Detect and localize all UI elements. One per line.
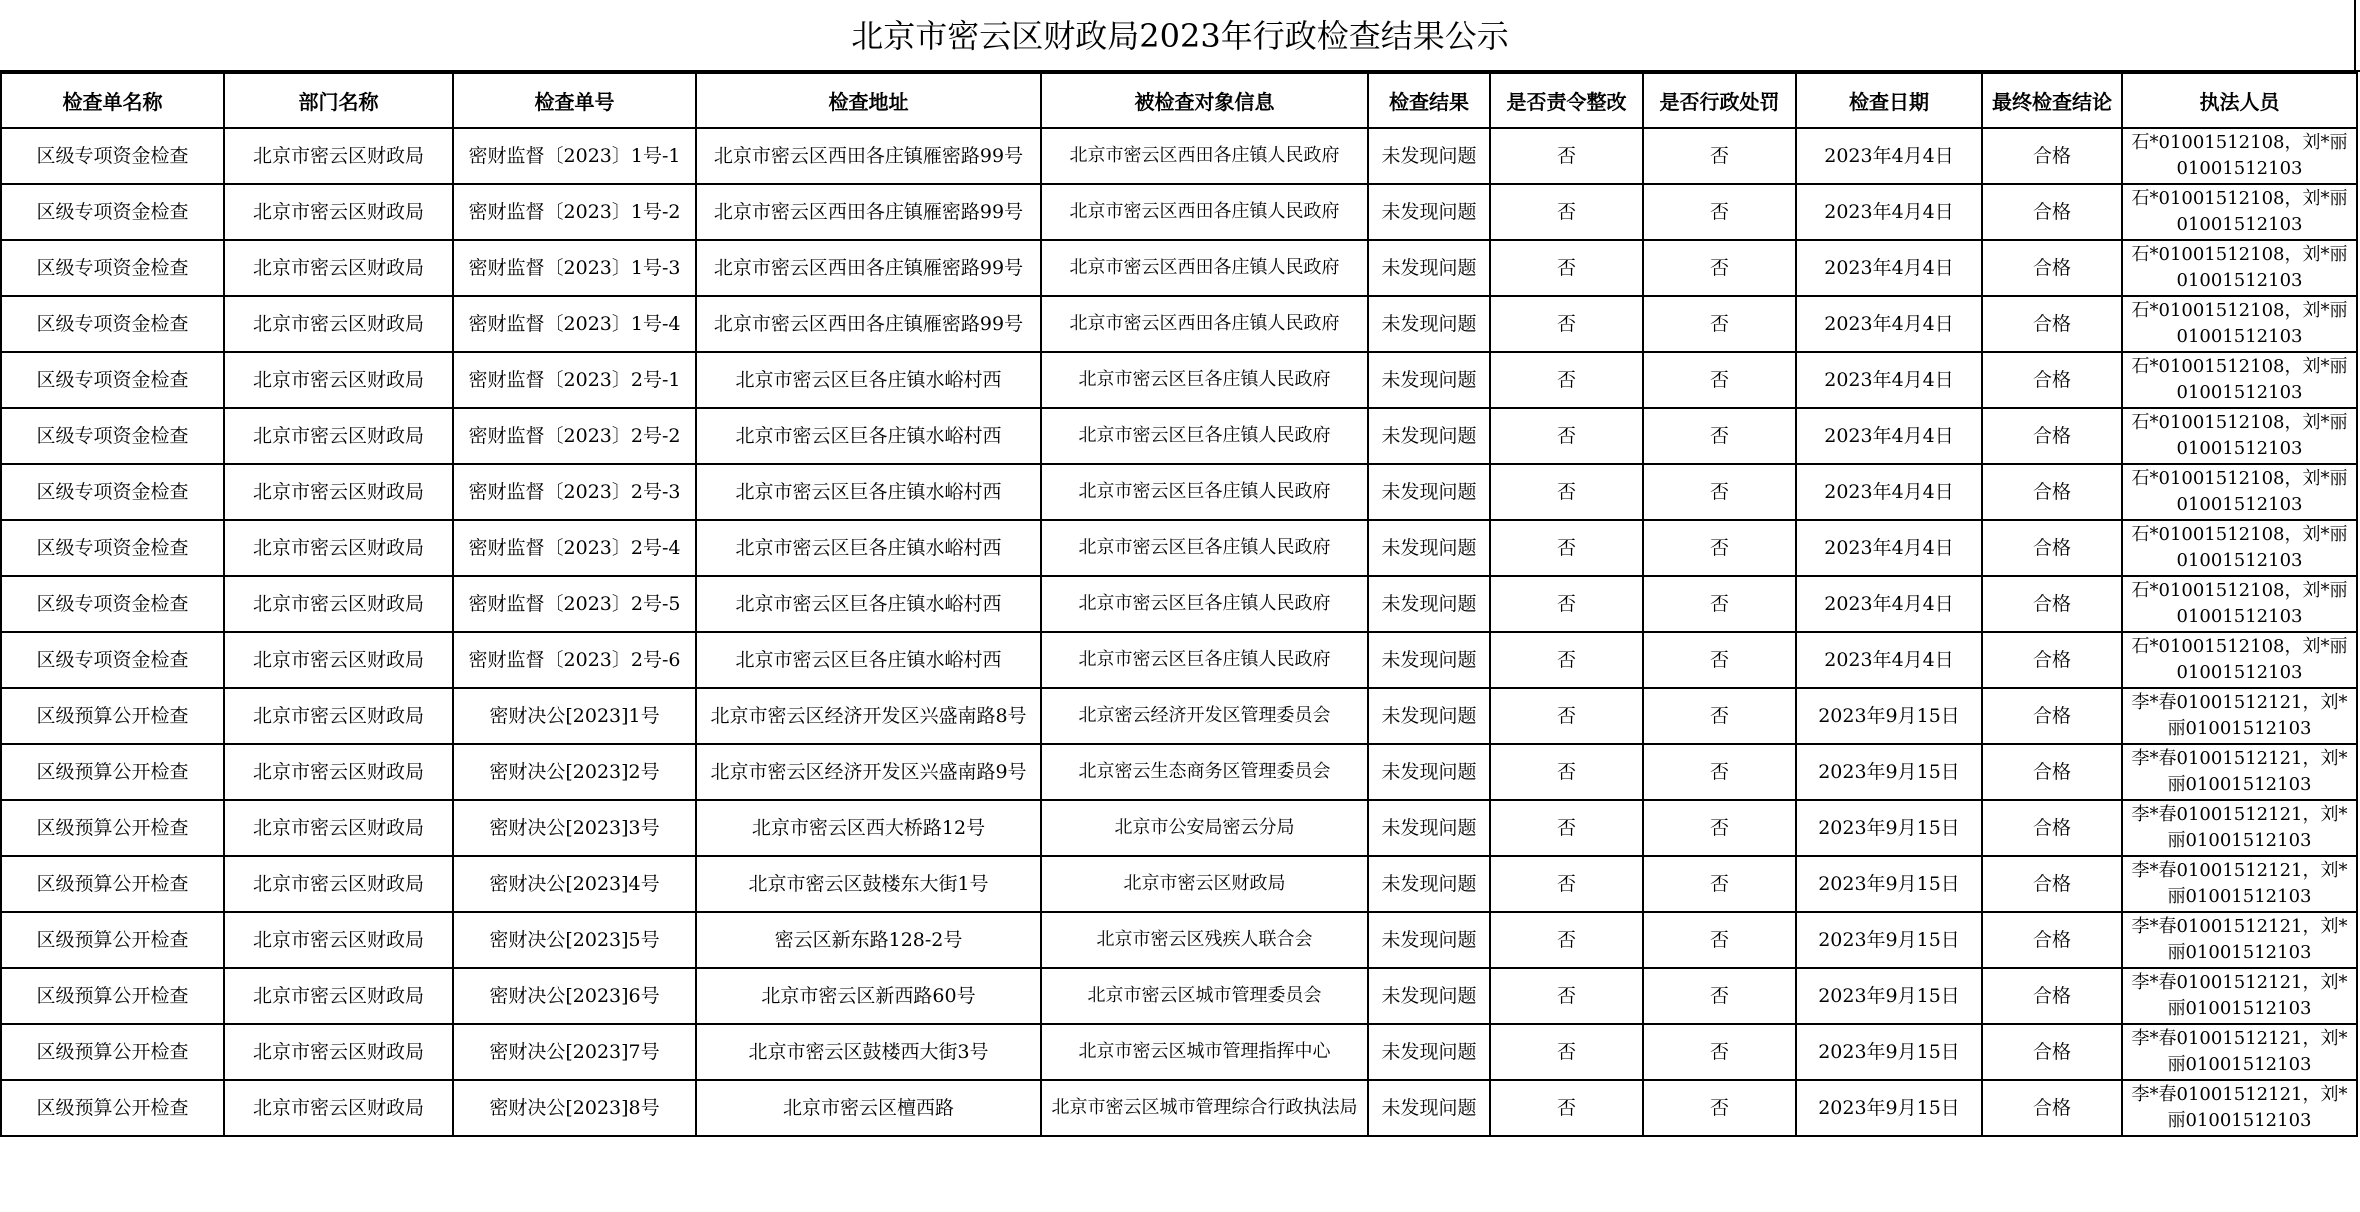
department-cell: 北京市密云区财政局: [224, 464, 453, 520]
inspection-number-cell: 密财监督〔2023〕1号-1: [453, 128, 696, 184]
department-cell: 北京市密云区财政局: [224, 520, 453, 576]
penalty-cell: 否: [1643, 912, 1796, 968]
conclusion-cell: 合格: [1982, 1024, 2122, 1080]
table-row: [1, 912, 2357, 968]
inspection-name-cell: 区级专项资金检查: [1, 128, 224, 184]
address-cell: 北京市密云区鼓楼东大街1号: [696, 856, 1041, 912]
date-cell: 2023年9月15日: [1796, 1024, 1982, 1080]
rectification-cell: 否: [1490, 296, 1643, 352]
conclusion-cell: 合格: [1982, 1080, 2122, 1136]
department-cell: 北京市密云区财政局: [224, 128, 453, 184]
officers-cell: 李*春01001512121，刘*丽01001512103: [2122, 744, 2357, 800]
officers-cell: 石*01001512108，刘*丽01001512103: [2122, 240, 2357, 296]
inspection-number-cell: 密财决公[2023]2号: [453, 744, 696, 800]
result-cell: 未发现问题: [1368, 520, 1490, 576]
penalty-cell: 否: [1643, 408, 1796, 464]
officers-cell: 石*01001512108，刘*丽01001512103: [2122, 576, 2357, 632]
conclusion-cell: 合格: [1982, 464, 2122, 520]
conclusion-cell: 合格: [1982, 800, 2122, 856]
column-header: 被检查对象信息: [1041, 73, 1368, 128]
address-cell: 北京市密云区鼓楼西大街3号: [696, 1024, 1041, 1080]
date-cell: 2023年4月4日: [1796, 576, 1982, 632]
column-header: 是否行政处罚: [1643, 73, 1796, 128]
penalty-cell: 否: [1643, 464, 1796, 520]
inspection-name-cell: 区级预算公开检查: [1, 968, 224, 1024]
address-cell: 北京市密云区巨各庄镇水峪村西: [696, 408, 1041, 464]
penalty-cell: 否: [1643, 744, 1796, 800]
result-cell: 未发现问题: [1368, 352, 1490, 408]
result-cell: 未发现问题: [1368, 968, 1490, 1024]
inspection-number-cell: 密财监督〔2023〕1号-4: [453, 296, 696, 352]
inspected-entity-cell: 北京市密云区西田各庄镇人民政府: [1041, 184, 1368, 240]
inspection-name-cell: 区级专项资金检查: [1, 464, 224, 520]
address-cell: 北京市密云区西田各庄镇雁密路99号: [696, 240, 1041, 296]
result-cell: 未发现问题: [1368, 688, 1490, 744]
rectification-cell: 否: [1490, 240, 1643, 296]
date-cell: 2023年4月4日: [1796, 128, 1982, 184]
inspection-results-table: [0, 72, 2358, 1137]
conclusion-cell: 合格: [1982, 240, 2122, 296]
penalty-cell: 否: [1643, 352, 1796, 408]
rectification-cell: 否: [1490, 576, 1643, 632]
date-cell: 2023年9月15日: [1796, 912, 1982, 968]
conclusion-cell: 合格: [1982, 408, 2122, 464]
inspected-entity-cell: 北京市密云区残疾人联合会: [1041, 912, 1368, 968]
inspection-number-cell: 密财监督〔2023〕2号-5: [453, 576, 696, 632]
address-cell: 北京市密云区巨各庄镇水峪村西: [696, 632, 1041, 688]
address-cell: 密云区新东路128-2号: [696, 912, 1041, 968]
result-cell: 未发现问题: [1368, 744, 1490, 800]
address-cell: 北京市密云区西大桥路12号: [696, 800, 1041, 856]
rectification-cell: 否: [1490, 464, 1643, 520]
penalty-cell: 否: [1643, 688, 1796, 744]
date-cell: 2023年9月15日: [1796, 1080, 1982, 1136]
department-cell: 北京市密云区财政局: [224, 296, 453, 352]
conclusion-cell: 合格: [1982, 968, 2122, 1024]
inspection-number-cell: 密财决公[2023]1号: [453, 688, 696, 744]
table-row: [1, 688, 2357, 744]
rectification-cell: 否: [1490, 1024, 1643, 1080]
inspection-name-cell: 区级专项资金检查: [1, 240, 224, 296]
inspection-name-cell: 区级预算公开检查: [1, 800, 224, 856]
department-cell: 北京市密云区财政局: [224, 240, 453, 296]
column-header: 部门名称: [224, 73, 453, 128]
table-row: [1, 520, 2357, 576]
inspection-name-cell: 区级专项资金检查: [1, 296, 224, 352]
table-row: [1, 856, 2357, 912]
officers-cell: 李*春01001512121，刘*丽01001512103: [2122, 856, 2357, 912]
rectification-cell: 否: [1490, 856, 1643, 912]
date-cell: 2023年9月15日: [1796, 688, 1982, 744]
officers-cell: 李*春01001512121，刘*丽01001512103: [2122, 1080, 2357, 1136]
penalty-cell: 否: [1643, 128, 1796, 184]
conclusion-cell: 合格: [1982, 520, 2122, 576]
inspected-entity-cell: 北京市密云区巨各庄镇人民政府: [1041, 352, 1368, 408]
inspected-entity-cell: 北京密云经济开发区管理委员会: [1041, 688, 1368, 744]
inspected-entity-cell: 北京密云生态商务区管理委员会: [1041, 744, 1368, 800]
table-row: [1, 128, 2357, 184]
inspected-entity-cell: 北京市密云区城市管理综合行政执法局: [1041, 1080, 1368, 1136]
inspected-entity-cell: 北京市密云区西田各庄镇人民政府: [1041, 128, 1368, 184]
column-header: 检查单名称: [1, 73, 224, 128]
inspected-entity-cell: 北京市密云区西田各庄镇人民政府: [1041, 240, 1368, 296]
result-cell: 未发现问题: [1368, 1080, 1490, 1136]
inspection-name-cell: 区级专项资金检查: [1, 184, 224, 240]
conclusion-cell: 合格: [1982, 632, 2122, 688]
result-cell: 未发现问题: [1368, 240, 1490, 296]
inspection-name-cell: 区级专项资金检查: [1, 520, 224, 576]
penalty-cell: 否: [1643, 800, 1796, 856]
rectification-cell: 否: [1490, 688, 1643, 744]
address-cell: 北京市密云区西田各庄镇雁密路99号: [696, 128, 1041, 184]
department-cell: 北京市密云区财政局: [224, 856, 453, 912]
column-header: 是否责令整改: [1490, 73, 1643, 128]
officers-cell: 石*01001512108，刘*丽01001512103: [2122, 520, 2357, 576]
officers-cell: 李*春01001512121，刘*丽01001512103: [2122, 912, 2357, 968]
officers-cell: 石*01001512108，刘*丽01001512103: [2122, 408, 2357, 464]
department-cell: 北京市密云区财政局: [224, 632, 453, 688]
officers-cell: 李*春01001512121，刘*丽01001512103: [2122, 688, 2357, 744]
column-header: 检查地址: [696, 73, 1041, 128]
conclusion-cell: 合格: [1982, 912, 2122, 968]
officers-cell: 石*01001512108，刘*丽01001512103: [2122, 184, 2357, 240]
title-right-border: [2354, 0, 2356, 72]
penalty-cell: 否: [1643, 296, 1796, 352]
date-cell: 2023年4月4日: [1796, 520, 1982, 576]
table-row: [1, 464, 2357, 520]
inspected-entity-cell: 北京市密云区巨各庄镇人民政府: [1041, 464, 1368, 520]
conclusion-cell: 合格: [1982, 744, 2122, 800]
inspected-entity-cell: 北京市密云区城市管理指挥中心: [1041, 1024, 1368, 1080]
penalty-cell: 否: [1643, 520, 1796, 576]
inspection-name-cell: 区级专项资金检查: [1, 408, 224, 464]
department-cell: 北京市密云区财政局: [224, 408, 453, 464]
inspected-entity-cell: 北京市密云区巨各庄镇人民政府: [1041, 576, 1368, 632]
penalty-cell: 否: [1643, 856, 1796, 912]
table-row: [1, 968, 2357, 1024]
result-cell: 未发现问题: [1368, 632, 1490, 688]
department-cell: 北京市密云区财政局: [224, 688, 453, 744]
penalty-cell: 否: [1643, 576, 1796, 632]
table-row: [1, 1024, 2357, 1080]
address-cell: 北京市密云区巨各庄镇水峪村西: [696, 520, 1041, 576]
date-cell: 2023年9月15日: [1796, 856, 1982, 912]
penalty-cell: 否: [1643, 968, 1796, 1024]
table-row: [1, 632, 2357, 688]
table-row: [1, 800, 2357, 856]
officers-cell: 李*春01001512121，刘*丽01001512103: [2122, 800, 2357, 856]
department-cell: 北京市密云区财政局: [224, 184, 453, 240]
department-cell: 北京市密云区财政局: [224, 576, 453, 632]
inspection-number-cell: 密财监督〔2023〕2号-4: [453, 520, 696, 576]
column-header: 检查日期: [1796, 73, 1982, 128]
rectification-cell: 否: [1490, 1080, 1643, 1136]
inspection-number-cell: 密财监督〔2023〕2号-3: [453, 464, 696, 520]
department-cell: 北京市密云区财政局: [224, 800, 453, 856]
inspection-number-cell: 密财决公[2023]7号: [453, 1024, 696, 1080]
date-cell: 2023年4月4日: [1796, 296, 1982, 352]
address-cell: 北京市密云区巨各庄镇水峪村西: [696, 464, 1041, 520]
date-cell: 2023年9月15日: [1796, 800, 1982, 856]
table-row: [1, 576, 2357, 632]
date-cell: 2023年4月4日: [1796, 240, 1982, 296]
address-cell: 北京市密云区经济开发区兴盛南路8号: [696, 688, 1041, 744]
column-header: 检查结果: [1368, 73, 1490, 128]
penalty-cell: 否: [1643, 632, 1796, 688]
inspection-name-cell: 区级专项资金检查: [1, 576, 224, 632]
rectification-cell: 否: [1490, 408, 1643, 464]
department-cell: 北京市密云区财政局: [224, 352, 453, 408]
inspection-name-cell: 区级专项资金检查: [1, 632, 224, 688]
officers-cell: 石*01001512108，刘*丽01001512103: [2122, 296, 2357, 352]
rectification-cell: 否: [1490, 128, 1643, 184]
address-cell: 北京市密云区新西路60号: [696, 968, 1041, 1024]
department-cell: 北京市密云区财政局: [224, 912, 453, 968]
inspected-entity-cell: 北京市密云区财政局: [1041, 856, 1368, 912]
result-cell: 未发现问题: [1368, 1024, 1490, 1080]
result-cell: 未发现问题: [1368, 912, 1490, 968]
department-cell: 北京市密云区财政局: [224, 1080, 453, 1136]
date-cell: 2023年9月15日: [1796, 968, 1982, 1024]
inspection-number-cell: 密财监督〔2023〕1号-2: [453, 184, 696, 240]
column-header: 最终检查结论: [1982, 73, 2122, 128]
table-row: [1, 1080, 2357, 1136]
conclusion-cell: 合格: [1982, 352, 2122, 408]
date-cell: 2023年4月4日: [1796, 464, 1982, 520]
date-cell: 2023年4月4日: [1796, 184, 1982, 240]
inspected-entity-cell: 北京市公安局密云分局: [1041, 800, 1368, 856]
officers-cell: 石*01001512108，刘*丽01001512103: [2122, 464, 2357, 520]
address-cell: 北京市密云区西田各庄镇雁密路99号: [696, 184, 1041, 240]
inspection-name-cell: 区级预算公开检查: [1, 744, 224, 800]
result-cell: 未发现问题: [1368, 128, 1490, 184]
date-cell: 2023年4月4日: [1796, 352, 1982, 408]
inspected-entity-cell: 北京市密云区巨各庄镇人民政府: [1041, 520, 1368, 576]
result-cell: 未发现问题: [1368, 296, 1490, 352]
result-cell: 未发现问题: [1368, 800, 1490, 856]
result-cell: 未发现问题: [1368, 576, 1490, 632]
inspected-entity-cell: 北京市密云区城市管理委员会: [1041, 968, 1368, 1024]
conclusion-cell: 合格: [1982, 184, 2122, 240]
rectification-cell: 否: [1490, 968, 1643, 1024]
inspected-entity-cell: 北京市密云区巨各庄镇人民政府: [1041, 632, 1368, 688]
result-cell: 未发现问题: [1368, 856, 1490, 912]
column-header: 执法人员: [2122, 73, 2357, 128]
address-cell: 北京市密云区西田各庄镇雁密路99号: [696, 296, 1041, 352]
department-cell: 北京市密云区财政局: [224, 968, 453, 1024]
result-cell: 未发现问题: [1368, 184, 1490, 240]
table-body: [1, 128, 2357, 1136]
inspection-name-cell: 区级预算公开检查: [1, 1080, 224, 1136]
penalty-cell: 否: [1643, 240, 1796, 296]
result-cell: 未发现问题: [1368, 408, 1490, 464]
inspection-name-cell: 区级预算公开检查: [1, 688, 224, 744]
conclusion-cell: 合格: [1982, 856, 2122, 912]
header-row: [1, 73, 2357, 128]
conclusion-cell: 合格: [1982, 296, 2122, 352]
address-cell: 北京市密云区檀西路: [696, 1080, 1041, 1136]
penalty-cell: 否: [1643, 1080, 1796, 1136]
rectification-cell: 否: [1490, 184, 1643, 240]
officers-cell: 李*春01001512121，刘*丽01001512103: [2122, 968, 2357, 1024]
column-header: 检查单号: [453, 73, 696, 128]
inspection-number-cell: 密财监督〔2023〕2号-6: [453, 632, 696, 688]
inspection-number-cell: 密财监督〔2023〕2号-1: [453, 352, 696, 408]
table-row: [1, 240, 2357, 296]
table-row: [1, 744, 2357, 800]
date-cell: 2023年4月4日: [1796, 632, 1982, 688]
address-cell: 北京市密云区巨各庄镇水峪村西: [696, 576, 1041, 632]
rectification-cell: 否: [1490, 520, 1643, 576]
rectification-cell: 否: [1490, 352, 1643, 408]
inspection-number-cell: 密财决公[2023]6号: [453, 968, 696, 1024]
department-cell: 北京市密云区财政局: [224, 1024, 453, 1080]
inspected-entity-cell: 北京市密云区巨各庄镇人民政府: [1041, 408, 1368, 464]
inspection-number-cell: 密财监督〔2023〕2号-2: [453, 408, 696, 464]
rectification-cell: 否: [1490, 800, 1643, 856]
table-row: [1, 184, 2357, 240]
table-row: [1, 352, 2357, 408]
address-cell: 北京市密云区巨各庄镇水峪村西: [696, 352, 1041, 408]
inspected-entity-cell: 北京市密云区西田各庄镇人民政府: [1041, 296, 1368, 352]
conclusion-cell: 合格: [1982, 688, 2122, 744]
result-cell: 未发现问题: [1368, 464, 1490, 520]
penalty-cell: 否: [1643, 1024, 1796, 1080]
officers-cell: 石*01001512108，刘*丽01001512103: [2122, 128, 2357, 184]
table-row: [1, 296, 2357, 352]
address-cell: 北京市密云区经济开发区兴盛南路9号: [696, 744, 1041, 800]
rectification-cell: 否: [1490, 632, 1643, 688]
conclusion-cell: 合格: [1982, 576, 2122, 632]
department-cell: 北京市密云区财政局: [224, 744, 453, 800]
date-cell: 2023年4月4日: [1796, 408, 1982, 464]
inspection-number-cell: 密财决公[2023]3号: [453, 800, 696, 856]
table-row: [1, 408, 2357, 464]
date-cell: 2023年9月15日: [1796, 744, 1982, 800]
page-title: 北京市密云区财政局2023年行政检查结果公示: [0, 0, 2360, 72]
officers-cell: 石*01001512108，刘*丽01001512103: [2122, 352, 2357, 408]
rectification-cell: 否: [1490, 912, 1643, 968]
inspection-number-cell: 密财监督〔2023〕1号-3: [453, 240, 696, 296]
inspection-name-cell: 区级预算公开检查: [1, 912, 224, 968]
rectification-cell: 否: [1490, 744, 1643, 800]
conclusion-cell: 合格: [1982, 128, 2122, 184]
inspection-name-cell: 区级预算公开检查: [1, 856, 224, 912]
inspection-name-cell: 区级专项资金检查: [1, 352, 224, 408]
inspection-number-cell: 密财决公[2023]8号: [453, 1080, 696, 1136]
officers-cell: 李*春01001512121，刘*丽01001512103: [2122, 1024, 2357, 1080]
inspection-number-cell: 密财决公[2023]4号: [453, 856, 696, 912]
inspection-number-cell: 密财决公[2023]5号: [453, 912, 696, 968]
penalty-cell: 否: [1643, 184, 1796, 240]
officers-cell: 石*01001512108，刘*丽01001512103: [2122, 632, 2357, 688]
inspection-name-cell: 区级预算公开检查: [1, 1024, 224, 1080]
